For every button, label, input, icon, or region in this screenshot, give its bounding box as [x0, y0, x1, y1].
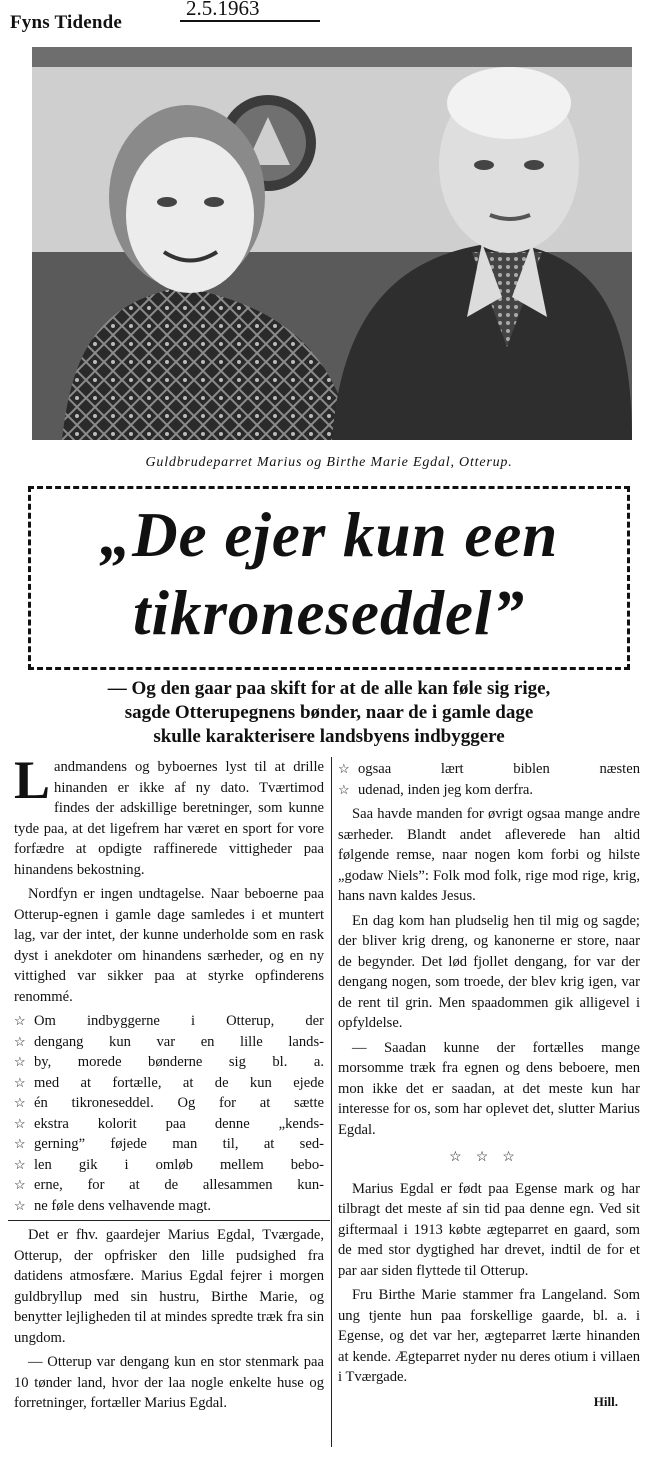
- couple-photo: [32, 47, 632, 440]
- newspaper-name: Fyns Tidende: [10, 12, 123, 33]
- subhead-line-3: skulle karakterisere landsbyens indbyggere: [153, 726, 505, 747]
- star-icon: ☆: [338, 781, 350, 797]
- paragraph: Fru Birthe Marie stammer fra Langeland. Som ung tjente hun paa forskellige gaarde, bl. a. i Egense, og det var her, ægteparret lærte hinanden at kende. Ægteparret nyder nu deres otium i villaen i Tværgade.: [338, 1287, 640, 1385]
- paragraph: — Otterup var dengang kun en stor stenmark paa 10 tønder land, hvor der laa nogle enkelte huse og forretninger, fortæller Marius Egdal.: [14, 1354, 324, 1411]
- star-icon: ☆: [14, 1033, 26, 1049]
- subheadline: [0, 677, 658, 749]
- masthead: [0, 0, 658, 40]
- photo-caption: Guldbrudeparret Marius og Birthe Marie Egdal, Otterup.: [145, 455, 513, 470]
- star-icon: ☆: [14, 1095, 26, 1110]
- starred-line: ☆ by, morede bønderne sig bl. a.: [14, 1052, 324, 1073]
- paragraph: [14, 750, 324, 880]
- starred-line: ☆ én tikroneseddel. Og for at sætte: [14, 1093, 324, 1114]
- article-column-left: [14, 750, 324, 1418]
- paragraph: Det er fhv. gaardejer Marius Egdal, Tværgade, Otterup, der opfrisker den lille pudsighed fra datidens atmosfære. Marius Egdal fejrer i morgen guldbryllup med sin hustru, Birthe Marie, og benytter lejligheden til at mindes spredte træk fra sin ungdom.: [14, 1227, 324, 1346]
- paragraph: En dag kom han pludselig hen til mig og sagde; der bliver krig dreng, og kanonerne er store, naar de begynder. Det lød fjollet dengang, for var der dengang nogen, som troede, der blev krig igen, var de rent til grin. Men spaadommen gik alligevel i opfyldelse.: [338, 912, 640, 1031]
- couple-photo-image: [32, 47, 632, 440]
- section-rule: [8, 1220, 330, 1221]
- byline-signature: Hill.: [593, 1393, 618, 1409]
- starred-line: ☆ ekstra kolorit paa denne „kends-: [14, 1114, 324, 1135]
- subhead-line-1: — Og den gaar paa skift for at de alle kan føle sig rige,: [107, 678, 551, 699]
- star-icon: ☆: [14, 1197, 26, 1213]
- headline: [0, 496, 658, 652]
- paragraph: — Saadan kunne der fortælles mange morsomme træk fra egnen og dens beboere, men mon ikke det er saadan, at det meste kun har interesse for os, som har oplevet det, slutter Marius Egdal.: [338, 1039, 640, 1138]
- starred-line: ☆ Om indbyggerne i Otterup, der: [14, 1011, 324, 1032]
- paragraph-text: andmandens og byboernes lyst til at drille hinanden er ikke af ny dato. Tværtimod findes der adskillige beretninger, som kunne tyde paa, at det ligefrem har været en sport for vore forfædre at opdigte raffinerede vittigheder paa hinandens bekostning.: [14, 759, 324, 878]
- star-icon: ☆: [14, 1013, 26, 1028]
- drop-cap: L: [14, 750, 51, 810]
- starred-line: ☆ erne, for at de allesammen kun-: [14, 1175, 324, 1196]
- starred-passage: [14, 1011, 324, 1216]
- star-icon: ☆: [14, 1136, 26, 1151]
- starred-line: ☆ ne føle dens velhavende magt.: [14, 1196, 324, 1217]
- starred-line: ☆ dengang kun var en lille lands-: [14, 1032, 324, 1053]
- starred-line: ☆ gerning” føjede man til, at sed-: [14, 1134, 324, 1155]
- paragraph: Nordfyn er ingen undtagelse. Naar beboerne paa Otterup-egnen i gamle dage samledes i et muntert lag, var der intet, der kunne underholde som en rask dyst i anekdoter om hinandens særheder, og en ny vittighed var sikker paa at styrke opfinderens renommé.: [14, 886, 324, 1005]
- starred-passage: [338, 759, 640, 800]
- clipping-date: 2.5.1963: [186, 0, 260, 20]
- star-icon: ☆: [14, 1074, 26, 1090]
- starred-line: ☆ len gik i omløb mellem bebo-: [14, 1155, 324, 1176]
- paragraph: Marius Egdal er født paa Egense mark og har tilbragt det meste af sin tid paa denne egn. Ved sit giftermaal i 1913 købte ægteparret en gaard, som de med stor dygtighed har drevet, indtil de for et par aar siden flyttede til Otterup.: [338, 1180, 640, 1279]
- starred-line: ☆ udenad, inden jeg kom derfra.: [338, 780, 640, 801]
- star-icon: ☆: [14, 1115, 26, 1131]
- star-icon: ☆: [14, 1156, 26, 1172]
- paragraph: Saa havde manden for øvrigt ogsaa mange andre særheder. Blandt andet afleverede han altid følgende remse, naar nogen kom forbi og hilste „godaw Niels”: Folk mod folk, rige mod rige, krig, hans navn kaldes Jesus.: [338, 806, 640, 904]
- section-break-stars: ☆☆☆: [449, 1150, 529, 1165]
- headline-line-2: tikroneseddel”: [133, 578, 525, 648]
- star-icon: ☆: [14, 1054, 26, 1069]
- starred-line: ☆ ogsaa lært biblen næsten: [338, 759, 640, 780]
- headline-line-1: „De ejer kun een: [99, 500, 559, 570]
- star-icon: ☆: [338, 761, 350, 776]
- column-divider: [331, 757, 332, 1447]
- subhead-line-2: sagde Otterupegnens bønder, naar de i gamle dage: [124, 702, 534, 723]
- date-underline: [180, 20, 320, 22]
- starred-line: ☆ med at fortælle, at de kun ejede: [14, 1073, 324, 1094]
- article-column-right: [338, 757, 640, 1412]
- star-icon: ☆: [14, 1177, 26, 1192]
